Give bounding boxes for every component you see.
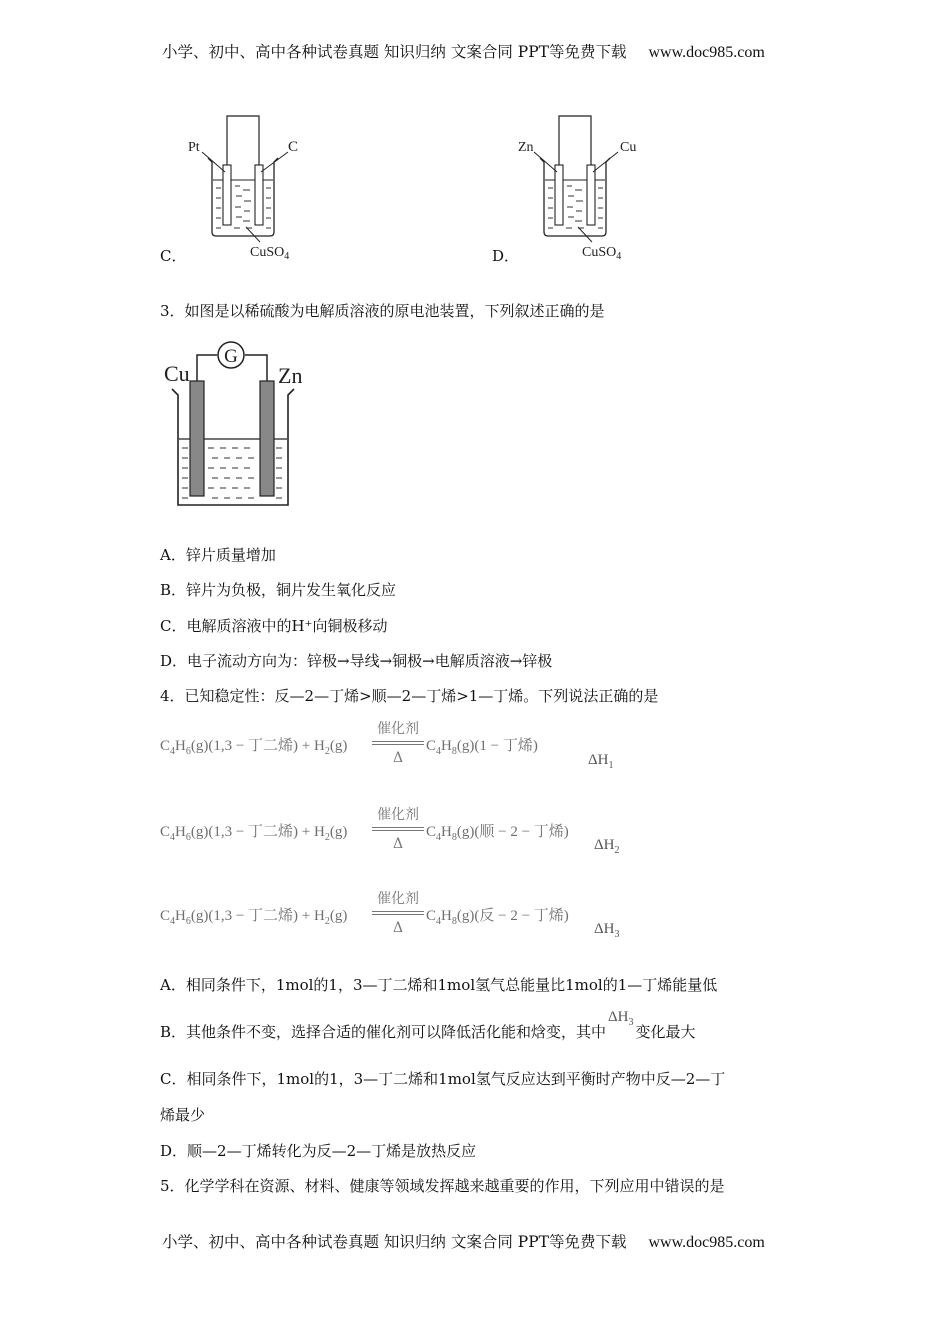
page-footer — [162, 1230, 765, 1252]
q2-c-solution: CuSO — [250, 245, 285, 260]
q3-right-electrode-label: Zn — [278, 363, 303, 388]
q2-option-c-letter[interactable]: C． — [160, 247, 187, 265]
q4-eq1-arrow — [372, 741, 424, 745]
q2-option-d-figure — [512, 110, 652, 260]
q3-option-d[interactable]: D．电子流动方向为：锌极→导线→铜极→电解质溶液→锌极 — [160, 652, 553, 670]
q4-stem: 4．已知稳定性：反—2—丁烯>顺—2—丁烯>1—丁烯。下列说法正确的是 — [160, 687, 659, 705]
q4-option-b-pre: B．其他条件不变，选择合适的催化剂可以降低活化能和焓变，其中 — [160, 1023, 607, 1041]
q3-option-c[interactable]: C．电解质溶液中的H⁺向铜极移动 — [160, 617, 388, 635]
q4-eq2-dh: $\Delta H_2$ — [594, 837, 620, 856]
q2-d-left-electrode: Zn — [518, 140, 534, 155]
footer-text: 小学、初中、高中各种试卷真题 知识归纳 文案合同 PPT等免费下载 — [162, 1233, 627, 1251]
page-header — [162, 40, 765, 62]
q4-option-c-line2[interactable]: 烯最少 — [160, 1106, 206, 1124]
q4-eq2-arrow — [372, 827, 424, 831]
q2-option-c-figure — [180, 110, 320, 260]
q4-equation-2: $C_4H_6(g)(1,3$ − 丁二烯) + $H_2(g)$ — [160, 824, 348, 843]
q2-c-right-electrode: C — [288, 139, 299, 155]
q4-eq2-product: $C_4H_8(g)$(顺 − 2 − 丁烯) — [426, 824, 569, 843]
q4-option-b-dh: $\Delta H_3$ — [608, 1009, 634, 1028]
q5-stem: 5．化学学科在资源、材料、健康等领域发挥越来越重要的作用，下列应用中错误的是 — [160, 1177, 725, 1195]
q4-eq3-product: $C_4H_8(g)$(反 − 2 − 丁烯) — [426, 908, 569, 927]
q4-option-b-post: 变化最大 — [635, 1023, 696, 1041]
svg-text:CuSO4 — [582, 245, 621, 260]
q3-option-b[interactable]: B．锌片为负极，铜片发生氧化反应 — [160, 581, 397, 599]
q4-option-c-line1[interactable]: C．相同条件下，1mol的1，3—丁二烯和1mol氢气反应达到平衡时产物中反—2—丁 — [160, 1070, 726, 1088]
q4-eq2-heat: Δ — [392, 836, 404, 852]
header-text: 小学、初中、高中各种试卷真题 知识归纳 文案合同 PPT等免费下载 — [162, 43, 627, 61]
q4-option-d[interactable]: D．顺—2—丁烯转化为反—2—丁烯是放热反应 — [160, 1142, 477, 1160]
q2-c-left-electrode: Pt — [188, 140, 200, 155]
svg-text:CuSO4 — [250, 245, 289, 260]
q3-stem: 3．如图是以稀硫酸为电解质溶液的原电池装置，下列叙述正确的是 — [160, 302, 605, 320]
q2-d-solution-sub: 4 — [616, 251, 622, 260]
q4-eq3-arrow — [372, 911, 424, 915]
q4-eq3-heat: Δ — [392, 920, 404, 936]
footer-site[interactable]: www.doc985.com — [648, 1234, 765, 1251]
q3-left-electrode-label: Cu — [164, 361, 190, 386]
q4-equation-3: $C_4H_6(g)(1,3$ − 丁二烯) + $H_2(g)$ — [160, 908, 348, 927]
q4-eq1-catalyst: 催化剂 — [377, 721, 419, 737]
header-site[interactable]: www.doc985.com — [648, 44, 765, 61]
q3-cell-figure — [160, 335, 320, 513]
q4-eq1-heat: Δ — [392, 750, 404, 766]
q2-d-solution: CuSO — [582, 245, 617, 260]
q4-eq2-catalyst: 催化剂 — [377, 807, 419, 823]
q4-eq3-catalyst: 催化剂 — [377, 891, 419, 907]
q2-d-right-electrode: Cu — [620, 140, 637, 155]
q2-option-d-letter[interactable]: D． — [492, 247, 520, 265]
q4-eq3-dh: $\Delta H_3$ — [594, 921, 620, 940]
q4-equation-1: $C_4H_6(g)(1,3$ − 丁二烯) + $H_2(g)$ — [160, 738, 348, 757]
q2-c-solution-sub: 4 — [284, 251, 290, 260]
q4-option-a[interactable]: A．相同条件下，1mol的1，3—丁二烯和1mol氢气总能量比1mol的1—丁烯能量低 — [160, 976, 718, 994]
galvanometer-label: G — [224, 346, 238, 367]
q3-option-a[interactable]: A．锌片质量增加 — [160, 546, 276, 564]
q4-eq1-dh: $\Delta H_1$ — [588, 752, 614, 771]
q4-option-b[interactable] — [160, 1009, 696, 1050]
q4-eq1-product: $C_4H_8(g)(1$ − 丁烯) — [426, 738, 538, 757]
